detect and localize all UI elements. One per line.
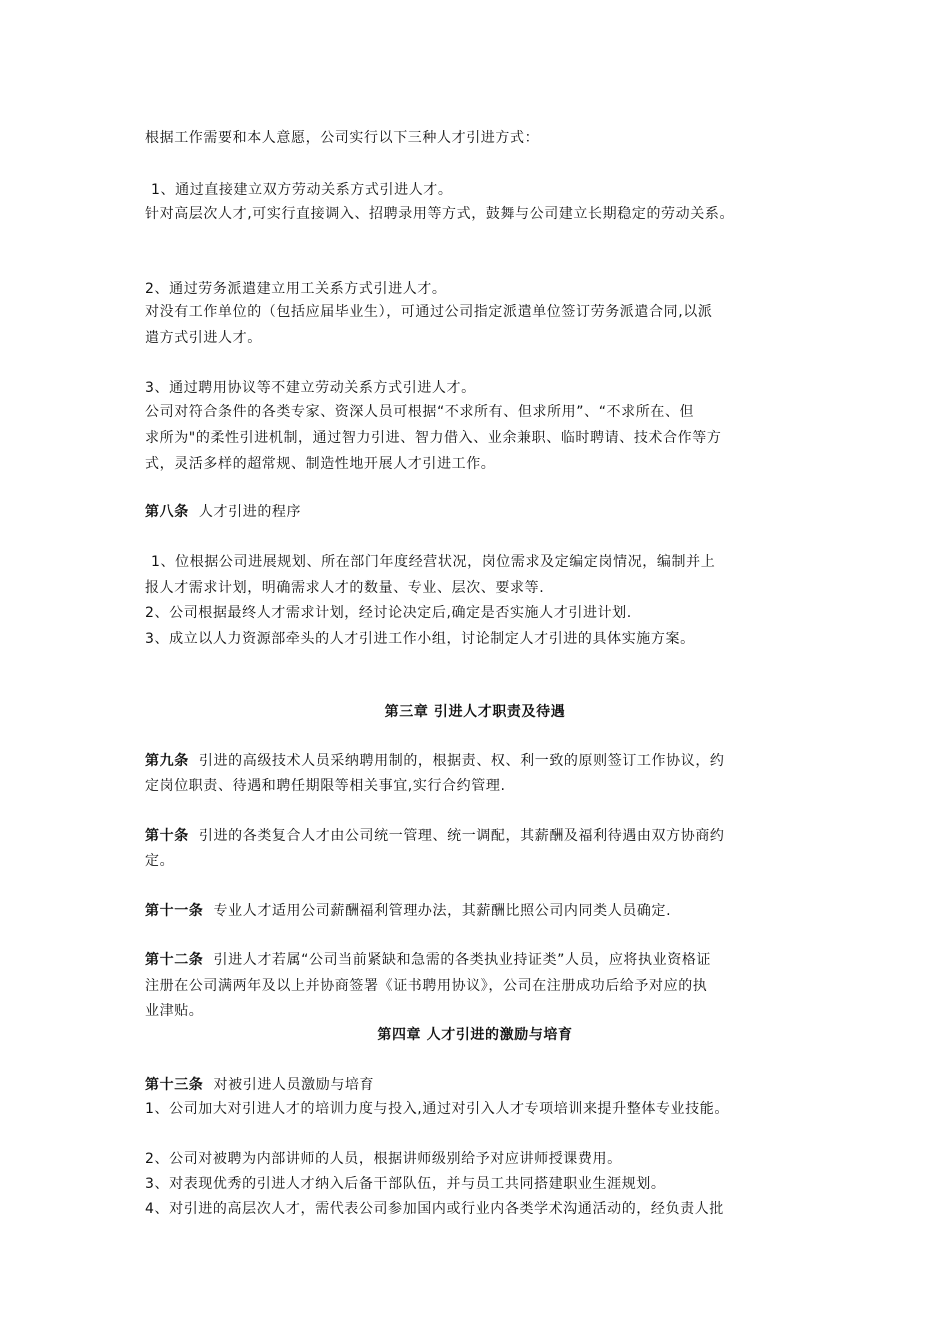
article-12-line: 业津贴。 (145, 1003, 204, 1019)
article-9-text: 引进的高级技术人员采纳聘用制的，根据责、权、利一致的原则签订工作协议，约 (198, 753, 725, 769)
article-13-item: 4、对引进的高层次人才，需代表公司参加国内或行业内各类学术沟通活动的，经负责人批 (145, 1201, 724, 1217)
article-11-line (145, 902, 671, 920)
article-8-label: 第八条 (145, 504, 189, 520)
method-2-title: 2、通过劳务派遣建立用工关系方式引进人才。 (145, 281, 447, 297)
article-13-heading (145, 1076, 374, 1094)
article-8-item: 3、成立以人力资源部牵头的人才引进工作小组，讨论制定人才引进的具体实施方案。 (145, 631, 695, 647)
article-13-label: 第十三条 (145, 1077, 204, 1093)
article-9-line (145, 752, 725, 770)
article-12-text: 引进人才若属“公司当前紧缺和急需的各类执业持证类”人员，应将执业资格证 (213, 952, 712, 968)
article-13-title: 对被引进人员激励与培育 (213, 1077, 375, 1093)
method-1-line: 针对高层次人才,可实行直接调入、招聘录用等方式，鼓舞与公司建立长期稳定的劳动关系。 (145, 206, 735, 222)
article-8-item: 2、公司根据最终人才需求计划，经讨论决定后,确定是否实施人才引进计划. (145, 605, 632, 621)
article-9-line: 定岗位职责、待遇和聘任期限等相关事宜,实行合约管理. (145, 778, 506, 794)
article-13-item: 3、对表现优秀的引进人才纳入后备干部队伍，并与员工共同搭建职业生涯规划。 (145, 1176, 666, 1192)
article-12-line: 注册在公司满两年及以上并协商签署《证书聘用协议》，公司在注册成功后给予对应的执 (145, 978, 708, 994)
article-8-item: 报人才需求计划，明确需求人才的数量、专业、层次、要求等. (145, 580, 545, 596)
method-2-line: 遣方式引进人才。 (145, 330, 262, 346)
intro-text: 根据工作需要和本人意愿，公司实行以下三种人才引进方式： (145, 130, 540, 146)
method-2-line: 对没有工作单位的（包括应届毕业生），可通过公司指定派遣单位签订劳务派遣合同,以派 (145, 304, 713, 320)
article-10-label: 第十条 (145, 828, 189, 844)
article-9-label: 第九条 (145, 753, 189, 769)
article-10-line (145, 827, 725, 845)
method-1-title: 1、通过直接建立双方劳动关系方式引进人才。 (151, 182, 453, 198)
chapter-3-heading: 第三章 引进人才职责及待遇 (384, 704, 566, 720)
article-8-item: 1、位根据公司进展规划、所在部门年度经营状况，岗位需求及定编定岗情况，编制并上 (151, 554, 716, 570)
article-12-line (145, 951, 711, 969)
method-3-line: 求所为"的柔性引进机制，通过智力引进、智力借入、业余兼职、临时聘请、技术合作等方 (145, 430, 722, 446)
article-8-heading (145, 503, 301, 521)
article-13-item: 1、公司加大对引进人才的培训力度与投入,通过对引入人才专项培训来提升整体专业技能。 (145, 1101, 729, 1117)
article-11-label: 第十一条 (145, 903, 204, 919)
article-8-title: 人才引进的程序 (198, 504, 302, 520)
article-10-text: 引进的各类复合人才由公司统一管理、统一调配，其薪酬及福利待遇由双方协商约 (198, 828, 725, 844)
method-3-title: 3、通过聘用协议等不建立劳动关系方式引进人才。 (145, 380, 476, 396)
article-13-item: 2、公司对被聘为内部讲师的人员，根据讲师级别给予对应讲师授课费用。 (145, 1151, 622, 1167)
method-3-line: 公司对符合条件的各类专家、资深人员可根据“不求所有、但求所用”、“不求所在、但 (145, 404, 695, 420)
article-11-text: 专业人才适用公司薪酬福利管理办法，其薪酬比照公司内同类人员确定. (213, 903, 672, 919)
method-3-line: 式，灵活多样的超常规、制造性地开展人才引进工作。 (145, 456, 496, 472)
chapter-4-heading: 第四章 人才引进的激励与培育 (377, 1027, 573, 1043)
article-10-line: 定。 (145, 853, 175, 869)
article-12-label: 第十二条 (145, 952, 204, 968)
